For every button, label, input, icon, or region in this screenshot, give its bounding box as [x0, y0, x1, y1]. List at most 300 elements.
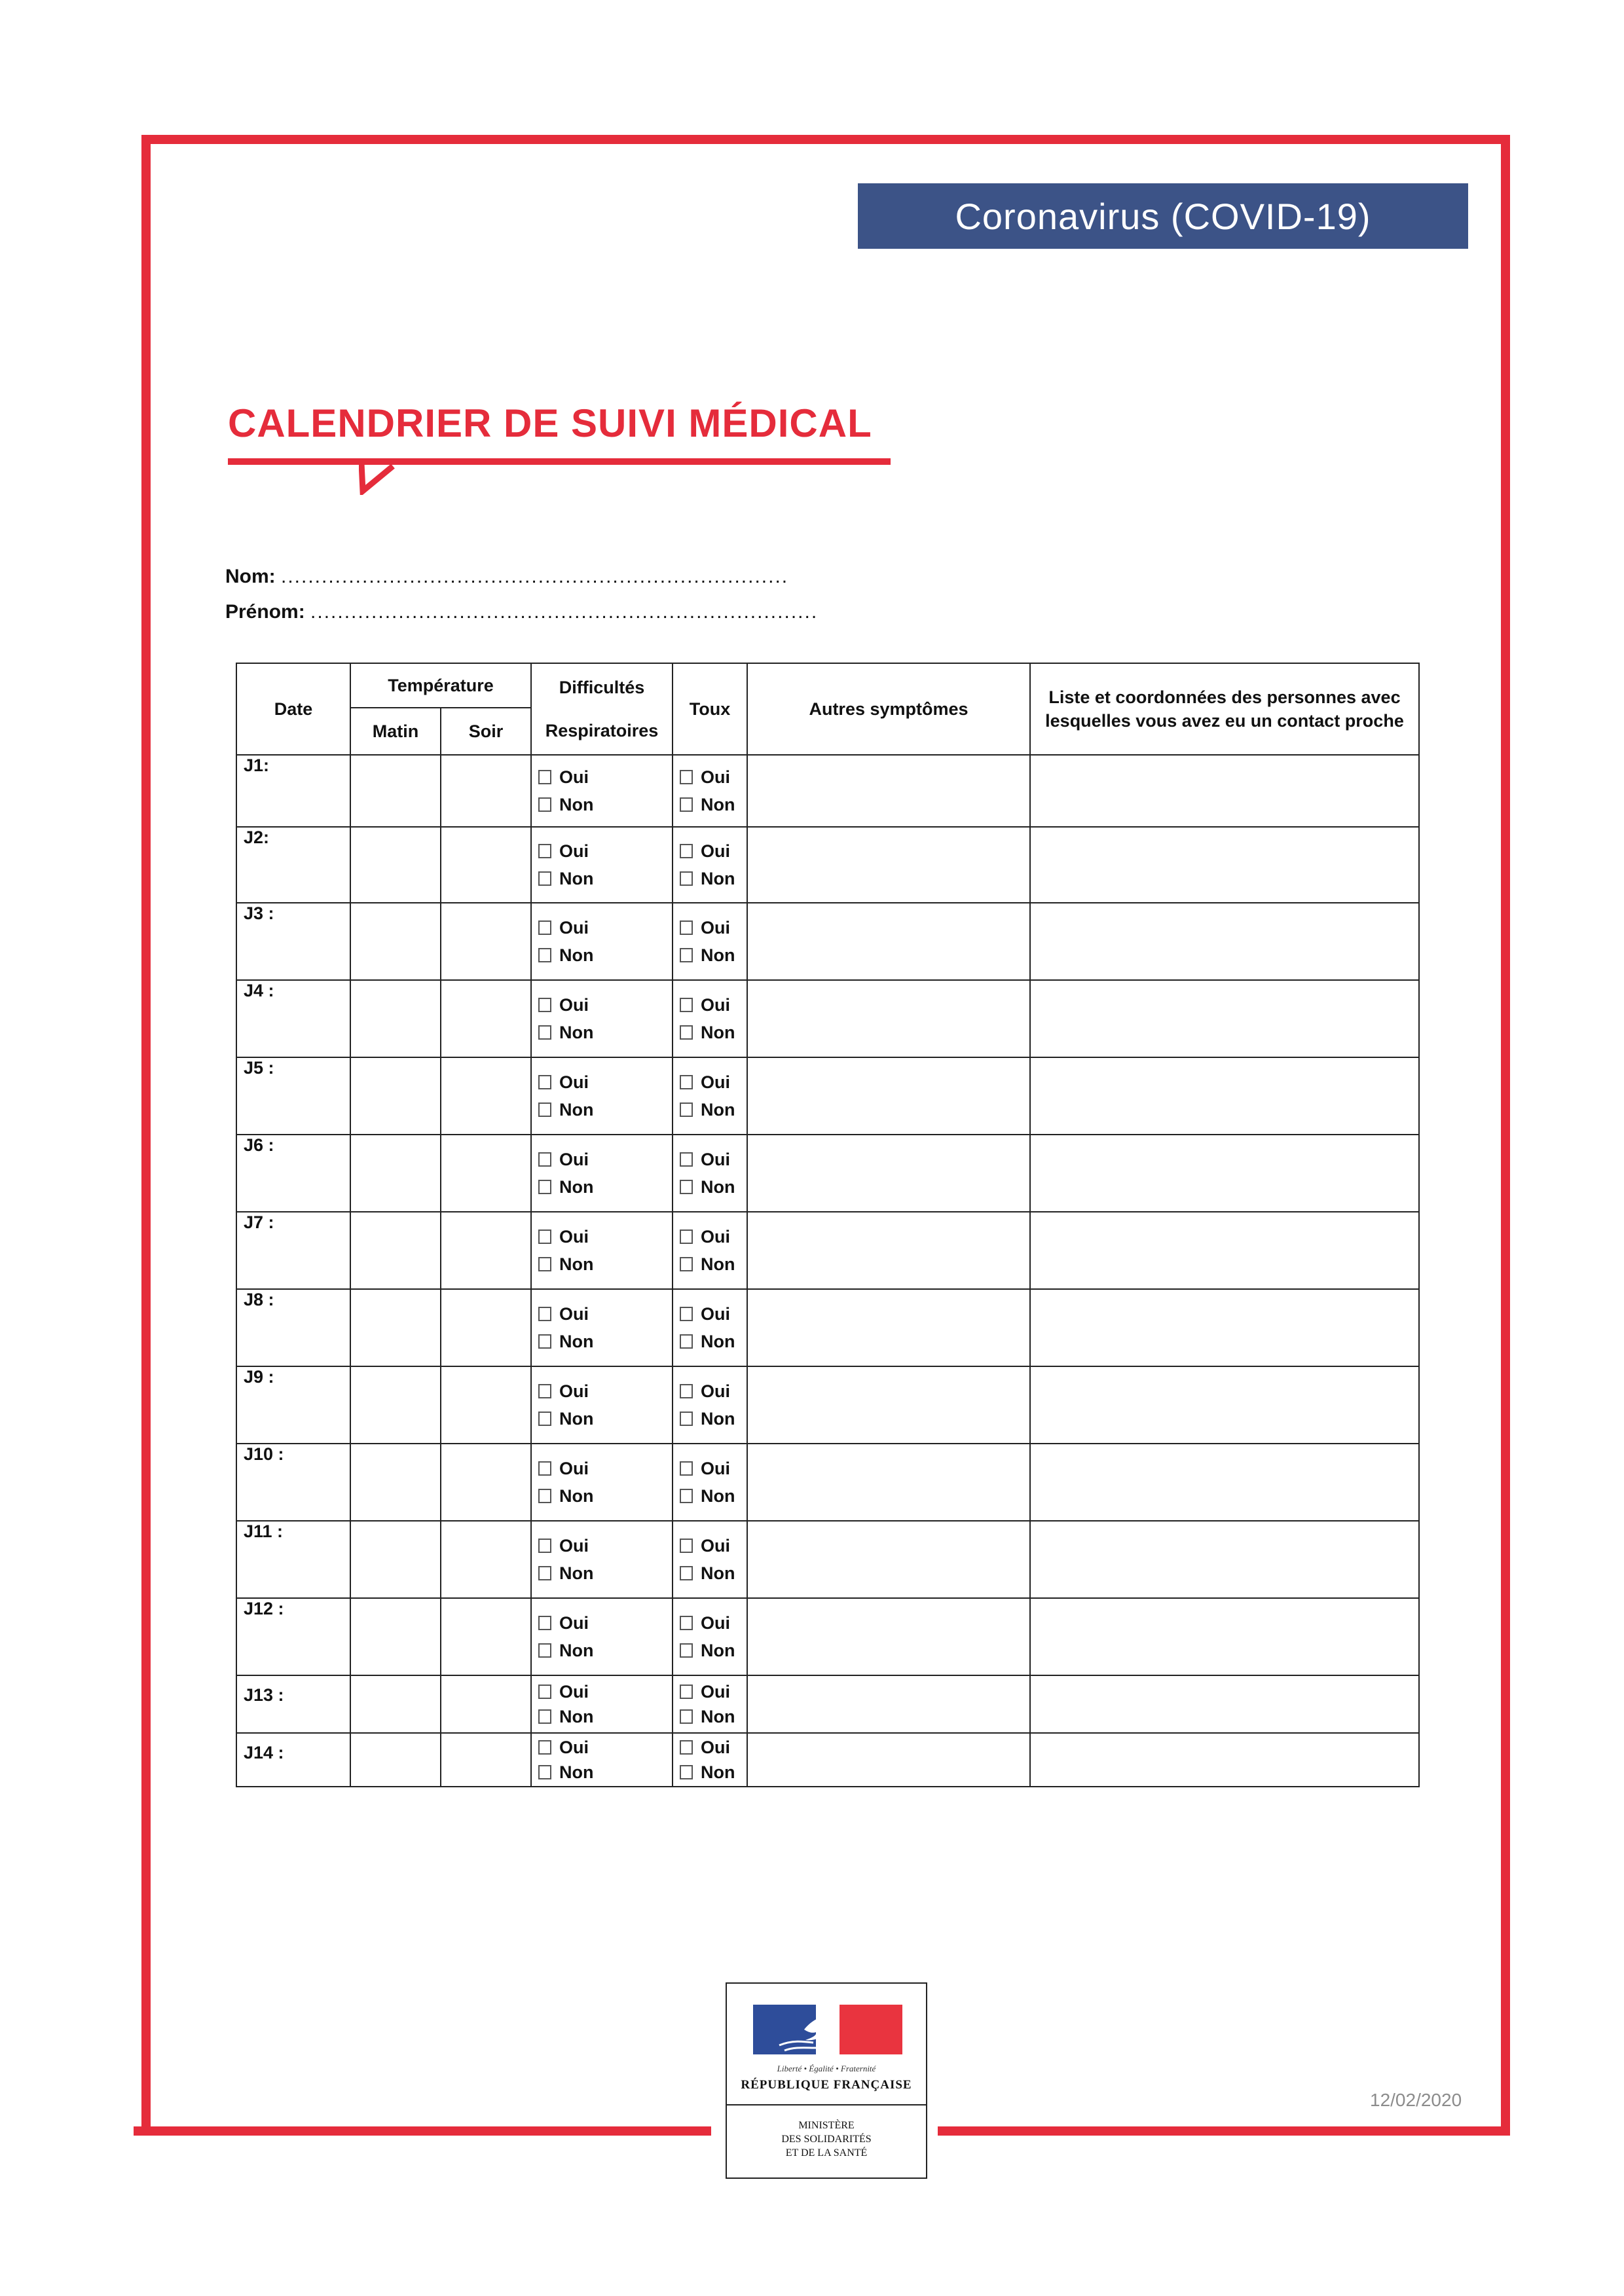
option-label: Non — [559, 1563, 594, 1583]
option-label: Oui — [701, 1072, 730, 1092]
checkbox-icon[interactable] — [538, 1180, 551, 1194]
day-label: J12 : — [236, 1598, 350, 1675]
temp-matin-cell[interactable] — [350, 1733, 441, 1787]
difficultes-non-option[interactable] — [538, 1760, 665, 1785]
checkbox-icon[interactable] — [538, 1740, 551, 1755]
option-label: Non — [559, 1177, 594, 1197]
difficultes-non-option[interactable] — [538, 1173, 665, 1201]
checkbox-icon[interactable] — [680, 1152, 693, 1167]
option-label: Non — [701, 1707, 735, 1726]
difficultes-oui-option[interactable] — [538, 837, 665, 865]
speech-tail-icon — [359, 464, 398, 495]
checkbox-icon[interactable] — [538, 770, 551, 784]
checkbox-icon[interactable] — [538, 1685, 551, 1699]
checkbox-icon[interactable] — [680, 1025, 693, 1040]
toux-non-option[interactable] — [680, 941, 740, 969]
checkbox-icon[interactable] — [680, 770, 693, 784]
day-label: J11 : — [236, 1521, 350, 1598]
option-label: Oui — [559, 918, 589, 938]
covid-banner — [858, 183, 1468, 249]
table-row — [236, 1675, 1419, 1733]
checkbox-icon[interactable] — [680, 1307, 693, 1321]
option-label: Oui — [559, 1072, 589, 1092]
contacts-cell[interactable] — [1030, 1733, 1419, 1787]
difficultes-oui-option[interactable] — [538, 1609, 665, 1637]
option-label: Non — [559, 945, 594, 965]
option-label: Oui — [701, 995, 730, 1015]
option-label: Oui — [559, 1304, 589, 1324]
option-label: Oui — [701, 1682, 730, 1702]
page-title: CALENDRIER DE SUIVI MÉDICAL — [228, 401, 872, 445]
option-label: Oui — [701, 918, 730, 938]
prenom-label: Prénom: — [225, 601, 305, 623]
difficultes-non-option[interactable] — [538, 1328, 665, 1355]
checkbox-icon[interactable] — [680, 1180, 693, 1194]
option-label: Oui — [701, 767, 730, 787]
contacts-cell[interactable] — [1030, 903, 1419, 980]
table-row — [236, 1289, 1419, 1366]
toux-options — [673, 755, 747, 827]
checkbox-icon[interactable] — [538, 1461, 551, 1476]
header-autres: Autres symptômes — [747, 663, 1030, 755]
checkbox-icon[interactable] — [538, 1102, 551, 1117]
difficultes-non-option[interactable] — [538, 1637, 665, 1664]
difficultes-options — [531, 755, 673, 827]
difficultes-oui-option[interactable] — [538, 1532, 665, 1559]
difficultes-options — [531, 1057, 673, 1135]
toux-options — [673, 827, 747, 903]
checkbox-icon[interactable] — [680, 1384, 693, 1398]
difficultes-non-option[interactable] — [538, 1482, 665, 1510]
day-label: J1: — [236, 755, 350, 827]
option-label: Non — [701, 1177, 735, 1197]
day-label: J5 : — [236, 1057, 350, 1135]
toux-options — [673, 1598, 747, 1675]
toux-oui-option[interactable] — [680, 837, 740, 865]
option-label: Non — [701, 869, 735, 888]
temp-matin-cell[interactable] — [350, 755, 441, 827]
autres-symptomes-cell[interactable] — [747, 1675, 1030, 1733]
option-label: Oui — [701, 1304, 730, 1324]
option-label: Non — [701, 1254, 735, 1274]
difficultes-non-option[interactable] — [538, 865, 665, 892]
temp-soir-cell[interactable] — [441, 1289, 531, 1366]
day-label: J6 : — [236, 1135, 350, 1212]
header-date: Date — [236, 663, 350, 755]
frame-border-left — [141, 135, 151, 2136]
toux-oui-option[interactable] — [680, 1532, 740, 1559]
temp-matin-cell[interactable] — [350, 980, 441, 1057]
autres-symptomes-cell[interactable] — [747, 1366, 1030, 1444]
toux-options — [673, 1521, 747, 1598]
table-row — [236, 1135, 1419, 1212]
checkbox-icon[interactable] — [538, 1489, 551, 1503]
option-label: Non — [701, 1641, 735, 1660]
toux-non-option[interactable] — [680, 1173, 740, 1201]
contacts-cell[interactable] — [1030, 1598, 1419, 1675]
prenom-dots: ........................................................................... — [310, 601, 819, 623]
contacts-cell[interactable] — [1030, 755, 1419, 827]
difficultes-options — [531, 1366, 673, 1444]
temp-matin-cell[interactable] — [350, 1366, 441, 1444]
difficultes-options — [531, 1521, 673, 1598]
day-label: J13 : — [236, 1675, 350, 1733]
toux-oui-option[interactable] — [680, 1679, 740, 1704]
checkbox-icon[interactable] — [538, 1230, 551, 1244]
logo-ministry — [727, 2119, 926, 2160]
option-label: Oui — [559, 1150, 589, 1169]
option-label: Oui — [559, 1227, 589, 1247]
toux-options — [673, 1212, 747, 1289]
autres-symptomes-cell[interactable] — [747, 827, 1030, 903]
checkbox-icon[interactable] — [538, 871, 551, 886]
checkbox-icon[interactable] — [680, 1643, 693, 1658]
temp-soir-cell[interactable] — [441, 1598, 531, 1675]
option-label: Oui — [701, 841, 730, 861]
autres-symptomes-cell[interactable] — [747, 903, 1030, 980]
checkbox-icon[interactable] — [680, 1685, 693, 1699]
toux-non-option[interactable] — [680, 865, 740, 892]
difficultes-oui-option[interactable] — [538, 1455, 665, 1482]
checkbox-icon[interactable] — [538, 1152, 551, 1167]
option-label: Oui — [559, 1536, 589, 1556]
toux-options — [673, 1135, 747, 1212]
autres-symptomes-cell[interactable] — [747, 755, 1030, 827]
toux-options — [673, 1289, 747, 1366]
checkbox-icon[interactable] — [538, 1257, 551, 1271]
option-label: Non — [701, 1332, 735, 1351]
difficultes-options — [531, 1135, 673, 1212]
checkbox-icon[interactable] — [680, 1765, 693, 1779]
toux-oui-option[interactable] — [680, 1735, 740, 1760]
document-date: 12/02/2020 — [1370, 2090, 1462, 2110]
difficultes-options — [531, 903, 673, 980]
temp-soir-cell[interactable] — [441, 755, 531, 827]
option-label: Non — [559, 1707, 594, 1726]
checkbox-icon[interactable] — [680, 1709, 693, 1724]
table-row — [236, 1598, 1419, 1675]
option-label: Oui — [559, 1738, 589, 1757]
temp-soir-cell[interactable] — [441, 903, 531, 980]
difficultes-non-option[interactable] — [538, 1559, 665, 1587]
temp-matin-cell[interactable] — [350, 1212, 441, 1289]
prenom-field[interactable] — [225, 601, 818, 623]
checkbox-icon[interactable] — [538, 1025, 551, 1040]
difficultes-options — [531, 1598, 673, 1675]
difficultes-non-option[interactable] — [538, 1096, 665, 1123]
toux-options — [673, 1057, 747, 1135]
difficultes-oui-option[interactable] — [538, 763, 665, 791]
toux-non-option[interactable] — [680, 1704, 740, 1729]
contacts-cell[interactable] — [1030, 1366, 1419, 1444]
toux-non-option[interactable] — [680, 1559, 740, 1587]
option-label: Oui — [559, 995, 589, 1015]
autres-symptomes-cell[interactable] — [747, 1598, 1030, 1675]
toux-non-option[interactable] — [680, 1250, 740, 1278]
difficultes-oui-option[interactable] — [538, 991, 665, 1019]
difficultes-non-option[interactable] — [538, 1405, 665, 1432]
checkbox-icon[interactable] — [538, 1075, 551, 1089]
table-row — [236, 1733, 1419, 1787]
banner-text: Coronavirus (COVID-19) — [955, 195, 1371, 237]
checkbox-icon[interactable] — [680, 1489, 693, 1503]
option-label: Oui — [701, 1150, 730, 1169]
option-label: Oui — [701, 1459, 730, 1478]
table-row — [236, 1366, 1419, 1444]
option-label: Non — [701, 945, 735, 965]
nom-field[interactable] — [225, 566, 788, 588]
checkbox-icon[interactable] — [538, 920, 551, 935]
toux-oui-option[interactable] — [680, 1223, 740, 1250]
option-label: Non — [559, 1100, 594, 1120]
toux-options — [673, 1366, 747, 1444]
temp-soir-cell[interactable] — [441, 1212, 531, 1289]
option-label: Non — [559, 1332, 594, 1351]
day-label: J8 : — [236, 1289, 350, 1366]
toux-non-option[interactable] — [680, 1482, 740, 1510]
option-label: Oui — [559, 841, 589, 861]
contacts-cell[interactable] — [1030, 1212, 1419, 1289]
option-label: Oui — [701, 1613, 730, 1633]
contacts-cell[interactable] — [1030, 1675, 1419, 1733]
day-label: J10 : — [236, 1444, 350, 1521]
autres-symptomes-cell[interactable] — [747, 1733, 1030, 1787]
checkbox-icon[interactable] — [680, 1616, 693, 1630]
contacts-cell[interactable] — [1030, 1444, 1419, 1521]
checkbox-icon[interactable] — [680, 1566, 693, 1580]
temp-matin-cell[interactable] — [350, 1444, 441, 1521]
day-label: J9 : — [236, 1366, 350, 1444]
difficultes-non-option[interactable] — [538, 791, 665, 818]
toux-oui-option[interactable] — [680, 1146, 740, 1173]
toux-non-option[interactable] — [680, 1760, 740, 1785]
header-contacts: Liste et coordonnées des personnes avec lesquelles vous avez eu un contact proche — [1030, 663, 1419, 755]
table-row — [236, 903, 1419, 980]
toux-oui-option[interactable] — [680, 763, 740, 791]
option-label: Oui — [701, 1738, 730, 1757]
option-label: Non — [701, 1409, 735, 1429]
option-label: Non — [701, 1023, 735, 1042]
checkbox-icon[interactable] — [538, 1412, 551, 1426]
temp-soir-cell[interactable] — [441, 1521, 531, 1598]
difficultes-oui-option[interactable] — [538, 1735, 665, 1760]
checkbox-icon[interactable] — [538, 844, 551, 858]
checkbox-icon[interactable] — [538, 1709, 551, 1724]
checkbox-icon[interactable] — [538, 1334, 551, 1349]
frame-border-bottom-left — [134, 2126, 711, 2136]
toux-non-option[interactable] — [680, 1096, 740, 1123]
checkbox-icon[interactable] — [538, 998, 551, 1012]
contacts-cell[interactable] — [1030, 1057, 1419, 1135]
autres-symptomes-cell[interactable] — [747, 1135, 1030, 1212]
toux-non-option[interactable] — [680, 1405, 740, 1432]
checkbox-icon[interactable] — [680, 1257, 693, 1271]
difficultes-options — [531, 1444, 673, 1521]
ministry-line3: ET DE LA SANTÉ — [785, 2147, 868, 2159]
temp-matin-cell[interactable] — [350, 1057, 441, 1135]
checkbox-icon[interactable] — [680, 920, 693, 935]
toux-non-option[interactable] — [680, 1328, 740, 1355]
toux-oui-option[interactable] — [680, 991, 740, 1019]
header-temperature: Température — [350, 663, 531, 708]
option-label: Non — [559, 1486, 594, 1506]
checkbox-icon[interactable] — [680, 1334, 693, 1349]
difficultes-non-option[interactable] — [538, 1019, 665, 1046]
difficultes-options — [531, 980, 673, 1057]
difficultes-oui-option[interactable] — [538, 1377, 665, 1405]
autres-symptomes-cell[interactable] — [747, 1444, 1030, 1521]
contacts-cell[interactable] — [1030, 1135, 1419, 1212]
option-label: Oui — [701, 1227, 730, 1247]
checkbox-icon[interactable] — [680, 1230, 693, 1244]
checkbox-icon[interactable] — [538, 1539, 551, 1553]
difficultes-oui-option[interactable] — [538, 1679, 665, 1704]
frame-border-right — [1501, 135, 1510, 2136]
temp-matin-cell[interactable] — [350, 1675, 441, 1733]
checkbox-icon[interactable] — [538, 948, 551, 962]
table-row — [236, 1444, 1419, 1521]
table-row — [236, 1521, 1419, 1598]
option-label: Oui — [559, 1682, 589, 1702]
temp-matin-cell[interactable] — [350, 1521, 441, 1598]
checkbox-icon[interactable] — [680, 998, 693, 1012]
contacts-cell[interactable] — [1030, 1521, 1419, 1598]
temp-matin-cell[interactable] — [350, 1598, 441, 1675]
autres-symptomes-cell[interactable] — [747, 1289, 1030, 1366]
option-label: Non — [559, 1023, 594, 1042]
toux-oui-option[interactable] — [680, 1377, 740, 1405]
autres-symptomes-cell[interactable] — [747, 980, 1030, 1057]
difficultes-oui-option[interactable] — [538, 1146, 665, 1173]
checkbox-icon[interactable] — [680, 1075, 693, 1089]
table-row — [236, 980, 1419, 1057]
difficultes-options — [531, 1212, 673, 1289]
difficultes-oui-option[interactable] — [538, 914, 665, 941]
ministry-line2: DES SOLIDARITÉS — [781, 2134, 872, 2145]
checkbox-icon[interactable] — [680, 1539, 693, 1553]
option-label: Oui — [701, 1536, 730, 1556]
contacts-cell[interactable] — [1030, 827, 1419, 903]
temp-matin-cell[interactable] — [350, 1135, 441, 1212]
autres-symptomes-cell[interactable] — [747, 1057, 1030, 1135]
checkbox-icon[interactable] — [680, 948, 693, 962]
marianne-icon — [753, 2005, 902, 2054]
temp-matin-cell[interactable] — [350, 1289, 441, 1366]
option-label: Non — [559, 795, 594, 814]
toux-non-option[interactable] — [680, 1637, 740, 1664]
checkbox-icon[interactable] — [680, 1461, 693, 1476]
difficultes-options — [531, 1675, 673, 1733]
table-row — [236, 1212, 1419, 1289]
checkbox-icon[interactable] — [680, 1102, 693, 1117]
header-difficultes — [531, 663, 673, 755]
option-label: Oui — [559, 767, 589, 787]
logo-upper-panel — [727, 1984, 926, 2105]
contacts-cell[interactable] — [1030, 1289, 1419, 1366]
difficultes-non-option[interactable] — [538, 1250, 665, 1278]
toux-options — [673, 903, 747, 980]
temp-soir-cell[interactable] — [441, 980, 531, 1057]
temp-soir-cell[interactable] — [441, 1733, 531, 1787]
ministry-line1: MINISTÈRE — [798, 2120, 855, 2131]
temp-soir-cell[interactable] — [441, 1057, 531, 1135]
checkbox-icon[interactable] — [538, 1765, 551, 1779]
option-label: Oui — [559, 1613, 589, 1633]
toux-options — [673, 1733, 747, 1787]
checkbox-icon[interactable] — [680, 871, 693, 886]
table-row — [236, 827, 1419, 903]
toux-oui-option[interactable] — [680, 1609, 740, 1637]
autres-symptomes-cell[interactable] — [747, 1212, 1030, 1289]
option-label: Non — [701, 795, 735, 814]
temp-soir-cell[interactable] — [441, 1135, 531, 1212]
checkbox-icon[interactable] — [538, 1307, 551, 1321]
header-soir: Soir — [441, 708, 531, 755]
checkbox-icon[interactable] — [680, 797, 693, 812]
temp-matin-cell[interactable] — [350, 827, 441, 903]
checkbox-icon[interactable] — [680, 1740, 693, 1755]
option-label: Oui — [559, 1459, 589, 1478]
option-label: Non — [559, 1409, 594, 1429]
difficultes-options — [531, 1733, 673, 1787]
header-matin: Matin — [350, 708, 441, 755]
day-label: J3 : — [236, 903, 350, 980]
checkbox-icon[interactable] — [538, 1616, 551, 1630]
option-label: Non — [559, 1762, 594, 1782]
header-toux: Toux — [673, 663, 747, 755]
difficultes-non-option[interactable] — [538, 941, 665, 969]
table-row — [236, 755, 1419, 827]
difficultes-oui-option[interactable] — [538, 1223, 665, 1250]
day-label: J4 : — [236, 980, 350, 1057]
difficultes-oui-option[interactable] — [538, 1300, 665, 1328]
option-label: Oui — [701, 1381, 730, 1401]
toux-oui-option[interactable] — [680, 1455, 740, 1482]
autres-symptomes-cell[interactable] — [747, 1521, 1030, 1598]
symptom-tracking-table — [236, 663, 1420, 1787]
toux-options — [673, 1444, 747, 1521]
temp-soir-cell[interactable] — [441, 1675, 531, 1733]
day-label: J7 : — [236, 1212, 350, 1289]
title-underline — [228, 458, 891, 465]
checkbox-icon[interactable] — [538, 1384, 551, 1398]
difficultes-options — [531, 1289, 673, 1366]
day-label: J14 : — [236, 1733, 350, 1787]
temp-soir-cell[interactable] — [441, 827, 531, 903]
checkbox-icon[interactable] — [538, 1566, 551, 1580]
toux-oui-option[interactable] — [680, 914, 740, 941]
toux-options — [673, 1675, 747, 1733]
nom-label: Nom: — [225, 566, 276, 587]
option-label: Non — [559, 869, 594, 888]
contacts-cell[interactable] — [1030, 980, 1419, 1057]
option-label: Non — [701, 1762, 735, 1782]
toux-oui-option[interactable] — [680, 1068, 740, 1096]
toux-non-option[interactable] — [680, 791, 740, 818]
difficultes-oui-option[interactable] — [538, 1068, 665, 1096]
toux-non-option[interactable] — [680, 1019, 740, 1046]
checkbox-icon[interactable] — [538, 797, 551, 812]
option-label: Non — [701, 1563, 735, 1583]
toux-oui-option[interactable] — [680, 1300, 740, 1328]
difficultes-non-option[interactable] — [538, 1704, 665, 1729]
temp-matin-cell[interactable] — [350, 903, 441, 980]
checkbox-icon[interactable] — [680, 1412, 693, 1426]
temp-soir-cell[interactable] — [441, 1444, 531, 1521]
checkbox-icon[interactable] — [538, 1643, 551, 1658]
checkbox-icon[interactable] — [680, 844, 693, 858]
temp-soir-cell[interactable] — [441, 1366, 531, 1444]
